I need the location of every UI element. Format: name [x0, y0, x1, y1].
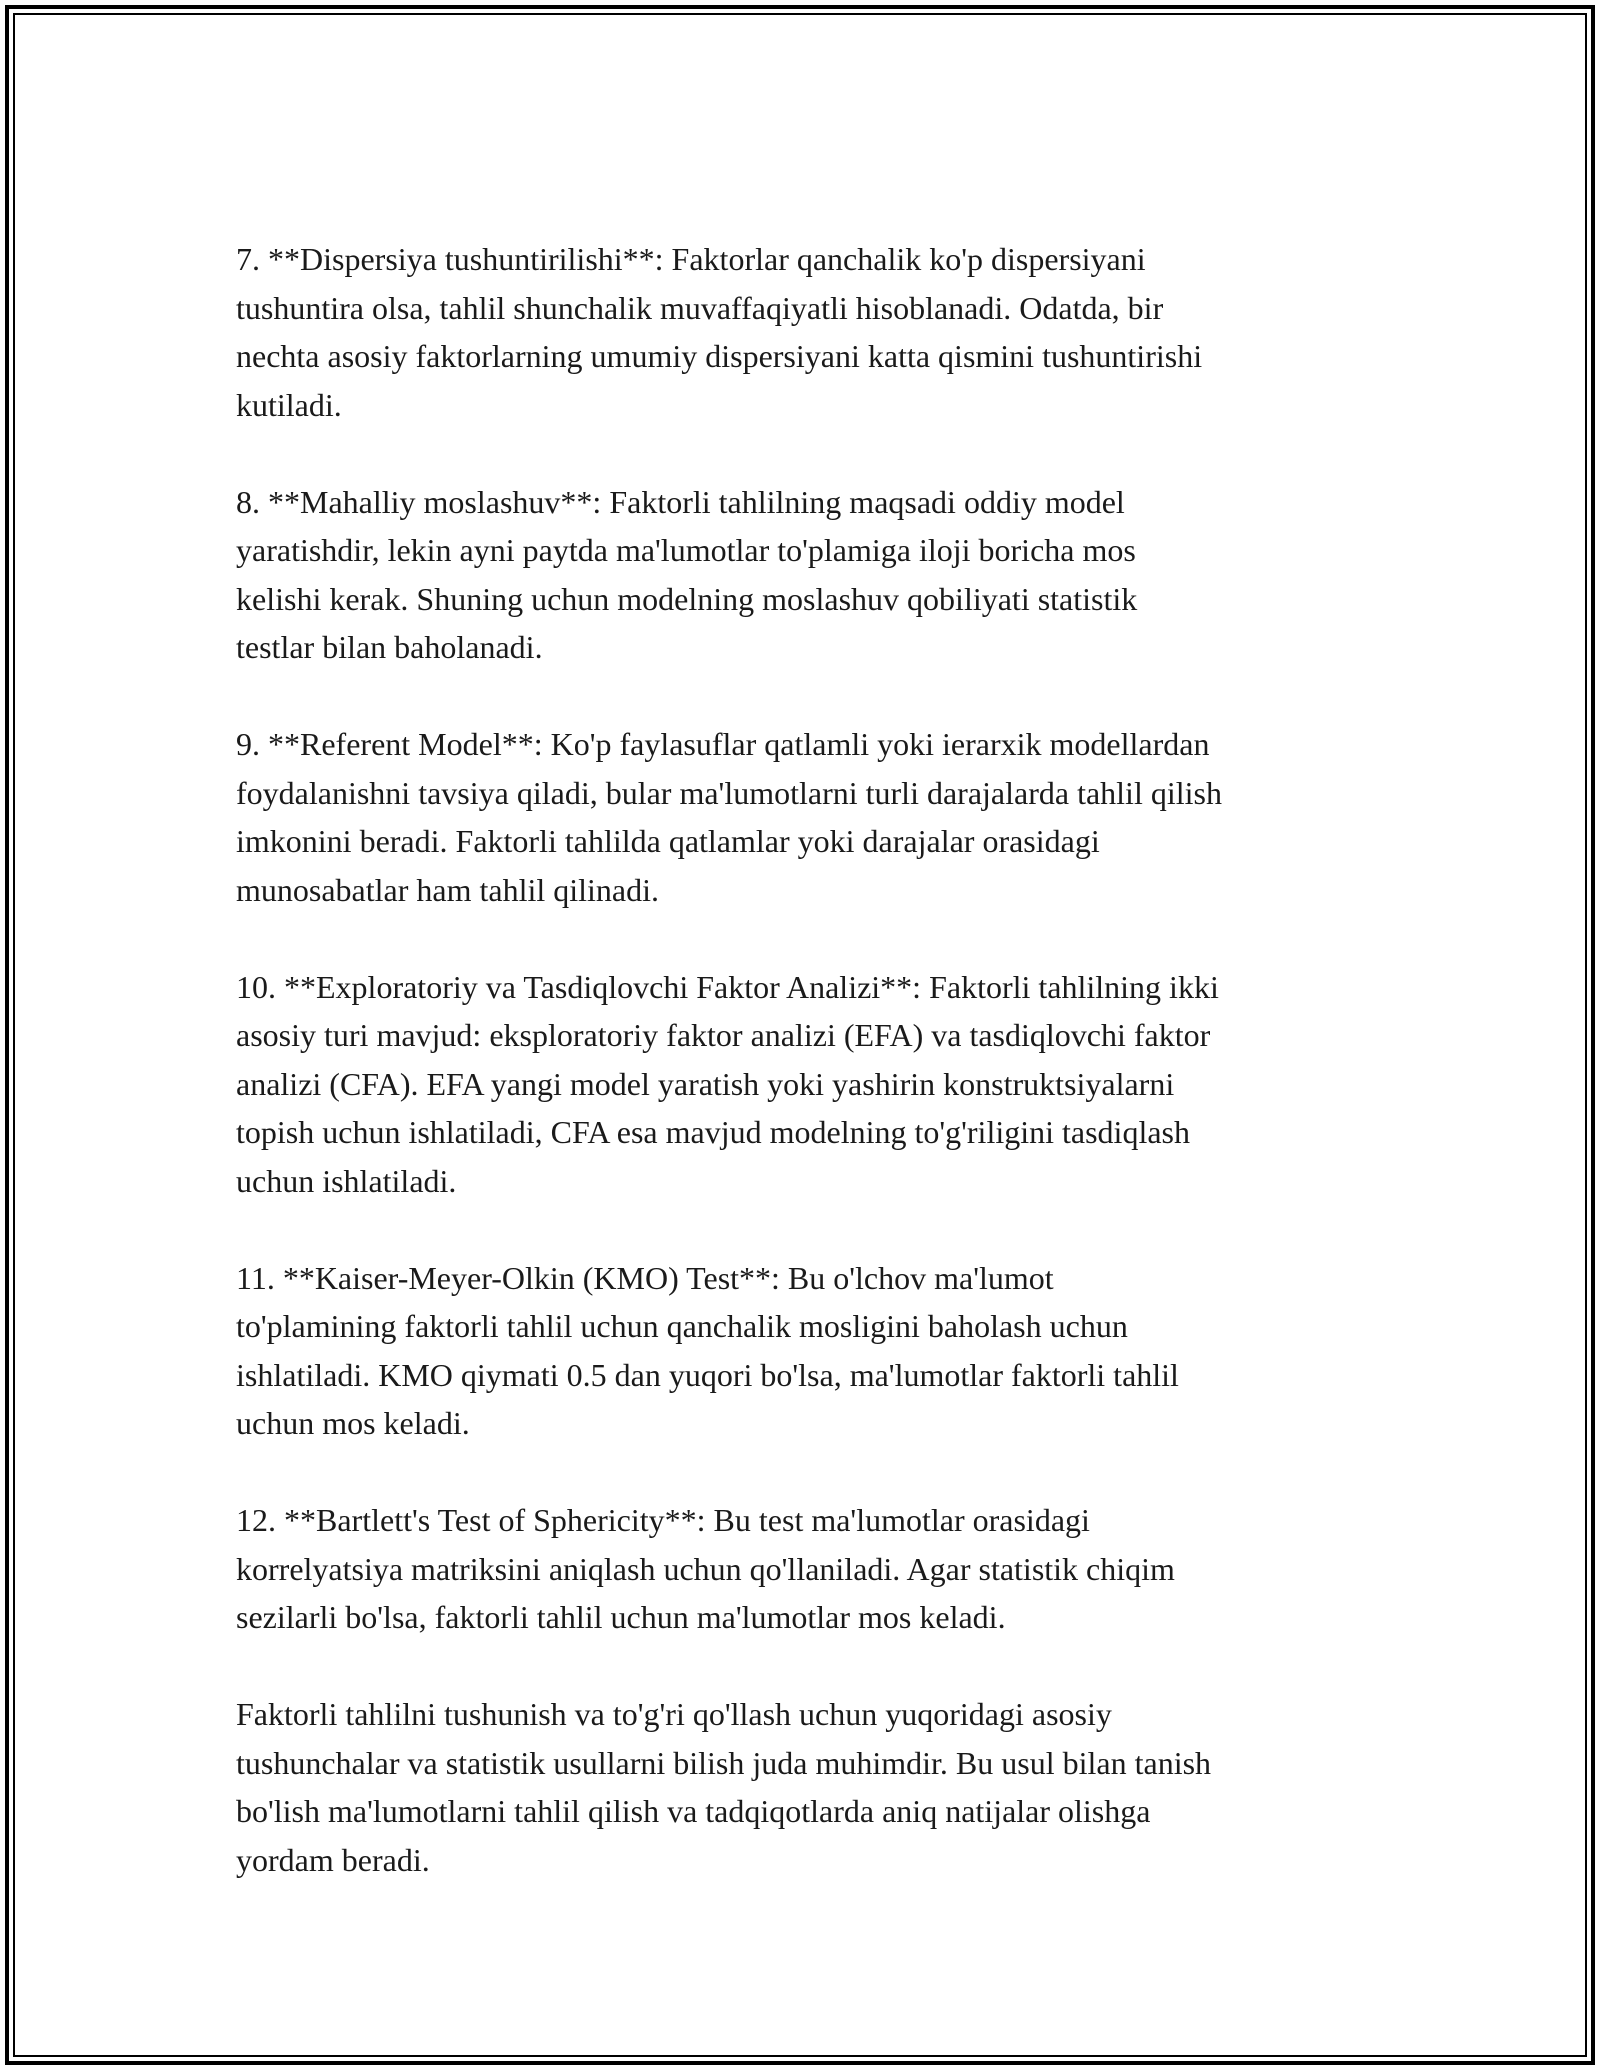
- text-line: yaratishdir, lekin ayni paytda ma'lumotlar to'plamiga iloji boricha mos: [236, 532, 1136, 568]
- text-line: kutiladi.: [236, 386, 342, 423]
- paragraph-conclusion: [236, 1690, 1386, 1884]
- text-line: foydalanishni tavsiya qiladi, bular ma'lumotlarni turli darajalarda tahlil qilish: [236, 774, 1222, 811]
- text-line: uchun mos keladi.: [236, 1405, 470, 1441]
- text-line: uchun ishlatiladi.: [236, 1162, 457, 1199]
- paragraph-item-11: [236, 1254, 1386, 1448]
- text-line: korrelyatsiya matriksini aniqlash uchun qo'llaniladi. Agar statistik chiqim: [236, 1550, 1175, 1587]
- paragraph-item-7: [236, 235, 1386, 429]
- paragraph-item-8: [236, 478, 1386, 672]
- text-line: tushuntira olsa, tahlil shunchalik muvaffaqiyatli hisoblanadi. Odatda, bir: [236, 289, 1164, 326]
- text-line: kelishi kerak. Shuning uchun modelning moslashuv qobiliyati statistik: [236, 580, 1138, 617]
- text-line: 11. **Kaiser-Meyer-Olkin (KMO) Test**: Bu o'lchov ma'lumot: [236, 1259, 1054, 1296]
- text-line: Faktorli tahlilni tushunish va to'g'ri qo'llash uchun yuqoridagi asosiy: [236, 1696, 1112, 1732]
- text-line: topish uchun ishlatiladi, CFA esa mavjud modelning to'g'riligini tasdiqlash: [236, 1114, 1190, 1150]
- text-line: 7. **Dispersiya tushuntirilishi**: Faktorlar qanchalik ko'p dispersiyani: [236, 241, 1146, 277]
- text-line: nechta asosiy faktorlarning umumiy dispersiyani katta qismini tushuntirishi: [236, 338, 1203, 374]
- text-line: testlar bilan baholanadi.: [236, 629, 543, 665]
- paragraph-item-10: [236, 963, 1386, 1206]
- document-body: [236, 235, 1386, 1884]
- text-line: ishlatiladi. KMO qiymati 0.5 dan yuqori bo'lsa, ma'lumotlar faktorli tahlil: [236, 1356, 1179, 1393]
- text-line: yordam beradi.: [236, 1841, 430, 1878]
- text-line: tushunchalar va statistik usullarni bilish juda muhimdir. Bu usul bilan tanish: [236, 1744, 1212, 1781]
- text-line: to'plamining faktorli tahlil uchun qanchalik mosligini baholash uchun: [236, 1308, 1128, 1344]
- text-line: munosabatlar ham tahlil qilinadi.: [236, 871, 660, 908]
- text-line: 10. **Exploratoriy va Tasdiqlovchi Faktor Analizi**: Faktorli tahlilning ikki: [236, 968, 1219, 1005]
- paragraph-item-12: [236, 1496, 1386, 1642]
- text-line: 9. **Referent Model**: Ko'p faylasuflar qatlamli yoki ierarxik modellardan: [236, 726, 1210, 762]
- text-line: 12. **Bartlett's Test of Sphericity**: Bu test ma'lumotlar orasidagi: [236, 1502, 1090, 1538]
- paragraph-item-9: [236, 720, 1386, 914]
- text-line: asosiy turi mavjud: eksploratoriy faktor analizi (EFA) va tasdiqlovchi faktor: [236, 1017, 1211, 1053]
- text-line: bo'lish ma'lumotlarni tahlil qilish va tadqiqotlarda aniq natijalar olishga: [236, 1793, 1151, 1829]
- text-line: analizi (CFA). EFA yangi model yaratish yoki yashirin konstruktsiyalarni: [236, 1065, 1175, 1102]
- text-line: 8. **Mahalliy moslashuv**: Faktorli tahlilning maqsadi oddiy model: [236, 483, 1125, 520]
- text-line: sezilarli bo'lsa, faktorli tahlil uchun ma'lumotlar mos keladi.: [236, 1599, 1006, 1635]
- text-line: imkonini beradi. Faktorli tahlilda qatlamlar yoki darajalar orasidagi: [236, 823, 1100, 859]
